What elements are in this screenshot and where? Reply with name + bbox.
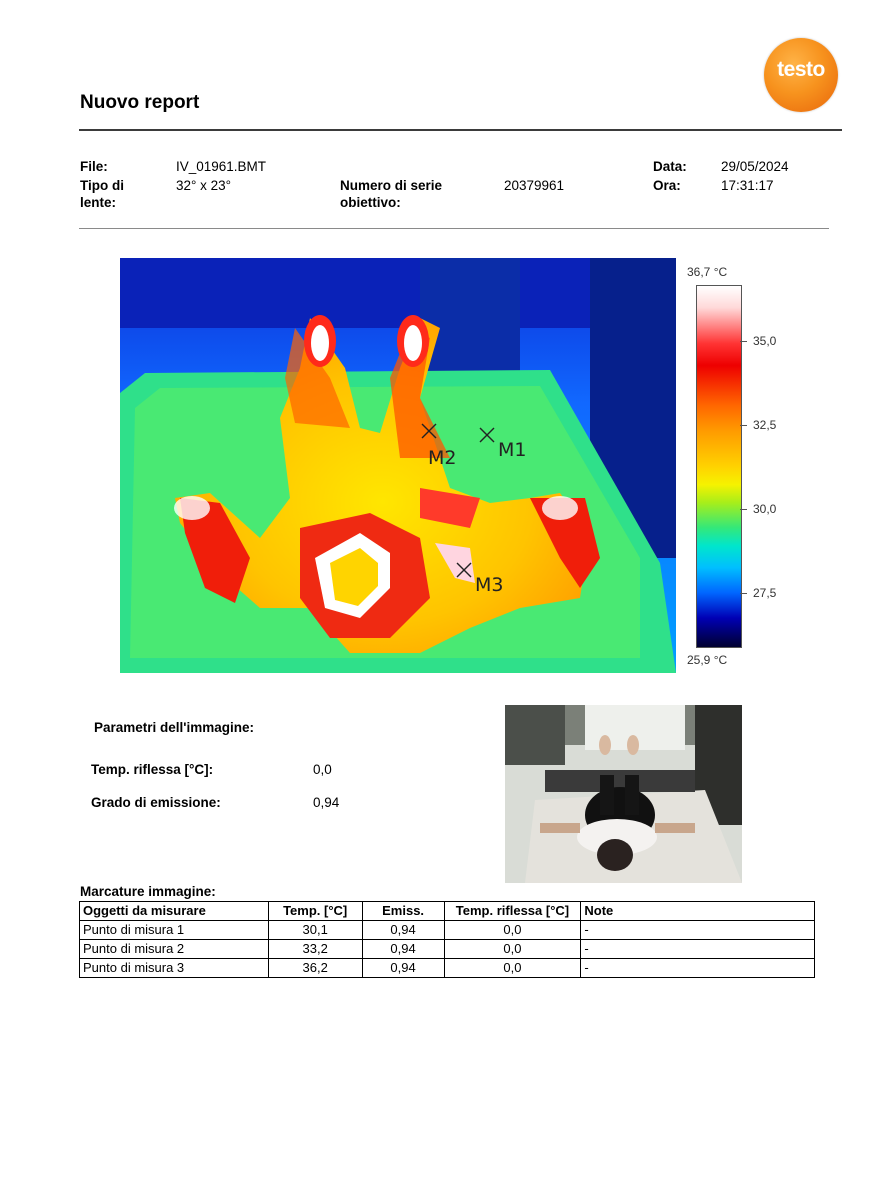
cell: -: [581, 959, 815, 978]
cell: 0,94: [362, 921, 444, 940]
markings-heading: Marcature immagine:: [80, 884, 216, 899]
time-value: 17:31:17: [721, 178, 774, 193]
logo-text: testo: [777, 58, 825, 81]
report-title: Nuovo report: [80, 92, 200, 113]
visual-photo: [505, 705, 742, 883]
scale-tick: [740, 509, 747, 510]
refl-temp-label: Temp. riflessa [°C]:: [91, 762, 214, 777]
scale-max-label: 36,7 °C: [687, 265, 728, 279]
table-row: [80, 921, 815, 940]
thermal-image: [120, 258, 676, 673]
date-value: 29/05/2024: [721, 159, 789, 174]
cell: 0,94: [362, 940, 444, 959]
emissivity-value: 0,94: [313, 795, 340, 810]
lens-label-2: lente:: [80, 195, 117, 210]
markings-table: [79, 901, 815, 978]
color-scale-bar: [696, 285, 742, 648]
scale-tick-label: 32,5: [753, 418, 777, 432]
col-header: Emiss.: [362, 902, 444, 921]
scale-tick-label: 35,0: [753, 334, 777, 348]
scale-tick: [740, 341, 747, 342]
date-label: Data:: [653, 159, 687, 174]
cell: 0,0: [444, 921, 581, 940]
cell: -: [581, 940, 815, 959]
cell: Punto di misura 3: [80, 959, 269, 978]
col-header: Temp. riflessa [°C]: [444, 902, 581, 921]
col-header: Note: [581, 902, 815, 921]
file-value: IV_01961.BMT: [176, 159, 267, 174]
cell: 0,94: [362, 959, 444, 978]
params-heading: Parametri dell'immagine:: [94, 720, 255, 735]
scale-min-label: 25,9 °C: [687, 653, 728, 667]
serial-value: 20379961: [504, 178, 565, 193]
cell: 0,0: [444, 940, 581, 959]
cell: 30,1: [268, 921, 362, 940]
lens-value: 32° x 23°: [176, 178, 232, 193]
cell: 33,2: [268, 940, 362, 959]
lens-label-1: Tipo di: [80, 178, 124, 193]
cell: 0,0: [444, 959, 581, 978]
cell: -: [581, 921, 815, 940]
info-divider: [79, 228, 829, 229]
table-header-row: [80, 902, 815, 921]
file-label: File:: [80, 159, 108, 174]
emissivity-label: Grado di emissione:: [91, 795, 221, 810]
serial-label-2: obiettivo:: [340, 195, 401, 210]
marker-m3: M3: [475, 574, 504, 596]
time-label: Ora:: [653, 178, 681, 193]
marker-m1: M1: [498, 439, 527, 461]
col-header: Temp. [°C]: [268, 902, 362, 921]
header-divider: [79, 129, 842, 131]
scale-tick: [740, 593, 747, 594]
cell: Punto di misura 2: [80, 940, 269, 959]
scale-tick: [740, 425, 747, 426]
scale-tick-label: 30,0: [753, 502, 777, 516]
cell: Punto di misura 1: [80, 921, 269, 940]
table-row: [80, 940, 815, 959]
scale-tick-label: 27,5: [753, 586, 777, 600]
cell: 36,2: [268, 959, 362, 978]
refl-temp-value: 0,0: [313, 762, 332, 777]
serial-label-1: Numero di serie: [340, 178, 443, 193]
marker-m2: M2: [428, 447, 457, 469]
col-header: Oggetti da misurare: [80, 902, 269, 921]
table-row: [80, 959, 815, 978]
